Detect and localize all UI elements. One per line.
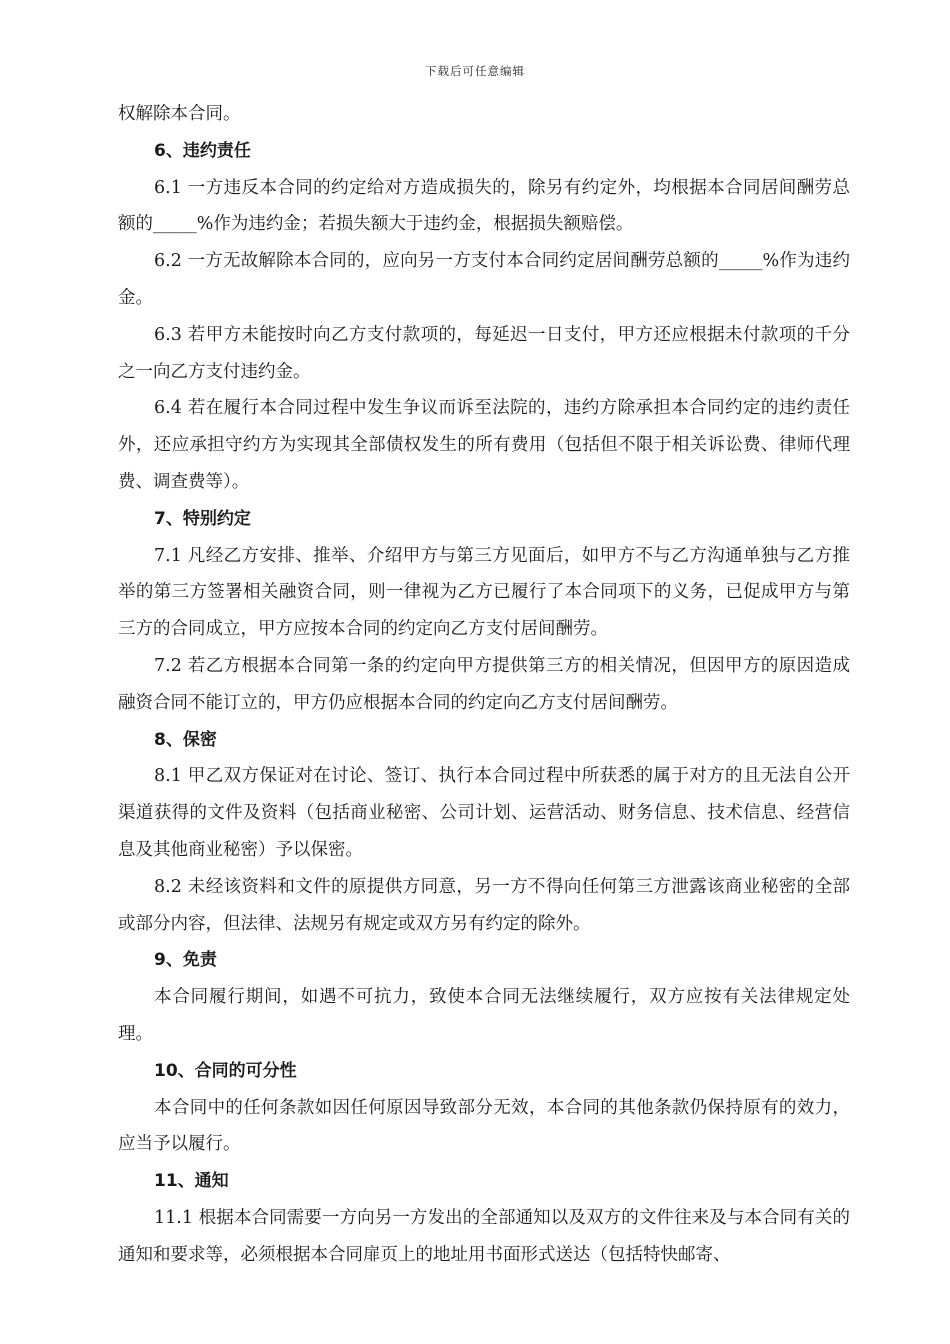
clause-6-3: 6.3 若甲方未能按时向乙方支付款项的，每延迟一日支付，甲方还应根据未付款项的千分之一向乙方支付违约金。 (118, 324, 850, 382)
section-heading-8: 8、保密 (154, 729, 217, 750)
clause-7-2: 7.2 若乙方根据本合同第一条的约定向甲方提供第三方的相关情况，但因甲方的原因造成融资合同不能订立的，甲方仍应根据本合同的约定向乙方支付居间酬劳。 (118, 655, 850, 713)
clause-6-1: 6.1 一方违反本合同的约定给对方造成损失的，除另有约定外，均根据本合同居间酬劳总额的_____%作为违约金；若损失额大于违约金，根据损失额赔偿。 (118, 177, 850, 235)
section-heading-6: 6、违约责任 (154, 140, 251, 161)
paragraph: 权解除本合同。 (118, 104, 241, 124)
clause-8-2: 8.2 未经该资料和文件的原提供方同意，另一方不得向任何第三方泄露该商业秘密的全部或部分内容，但法律、法规另有规定或双方另有约定的除外。 (118, 876, 850, 934)
clause-6-2: 6.2 一方无故解除本合同的，应向另一方支付本合同约定居间酬劳总额的_____%作为违约金。 (118, 251, 850, 308)
section-heading-7: 7、特别约定 (154, 508, 251, 529)
section-heading-9: 9、免责 (154, 950, 217, 971)
document-body (118, 96, 850, 1274)
clause-8-1: 8.1 甲乙双方保证对在讨论、签订、执行本合同过程中所获悉的属于对方的且无法自公开渠道获得的文件及资料（包括商业秘密、公司计划、运营活动、财务信息、技术信息、经营信息及其他商业秘密）予以保密。 (118, 766, 850, 860)
clause-10: 本合同中的任何条款如因任何原因导致部分无效，本合同的其他条款仍保持原有的效力，应当予以履行。 (118, 1097, 850, 1155)
clause-11-1: 11.1 根据本合同需要一方向另一方发出的全部通知以及双方的文件往来及与本合同有关的通知和要求等，必须根据本合同扉页上的地址用书面形式送达（包括特快邮寄、 (118, 1207, 850, 1265)
clause-7-1: 7.1 凡经乙方安排、推举、介绍甲方与第三方见面后，如甲方不与乙方沟通单独与乙方推举的第三方签署相关融资合同，则一律视为乙方已履行了本合同项下的义务，已促成甲方与第三方的合同成立，甲方应按本合同的约定向乙方支付居间酬劳。 (118, 545, 850, 640)
clause-6-4: 6.4 若在履行本合同过程中发生争议而诉至法院的，违约方除承担本合同约定的违约责任外，还应承担守约方为实现其全部债权发生的所有费用（包括但不限于相关诉讼费、律师代理费、调查费等）。 (118, 398, 850, 492)
section-heading-10: 10、合同的可分性 (154, 1060, 297, 1081)
clause-9: 本合同履行期间，如遇不可抗力，致使本合同无法继续履行，双方应按有关法律规定处理。 (118, 987, 850, 1044)
page-header: 下载后可任意编辑 (425, 64, 525, 78)
section-heading-11: 11、通知 (154, 1171, 229, 1192)
